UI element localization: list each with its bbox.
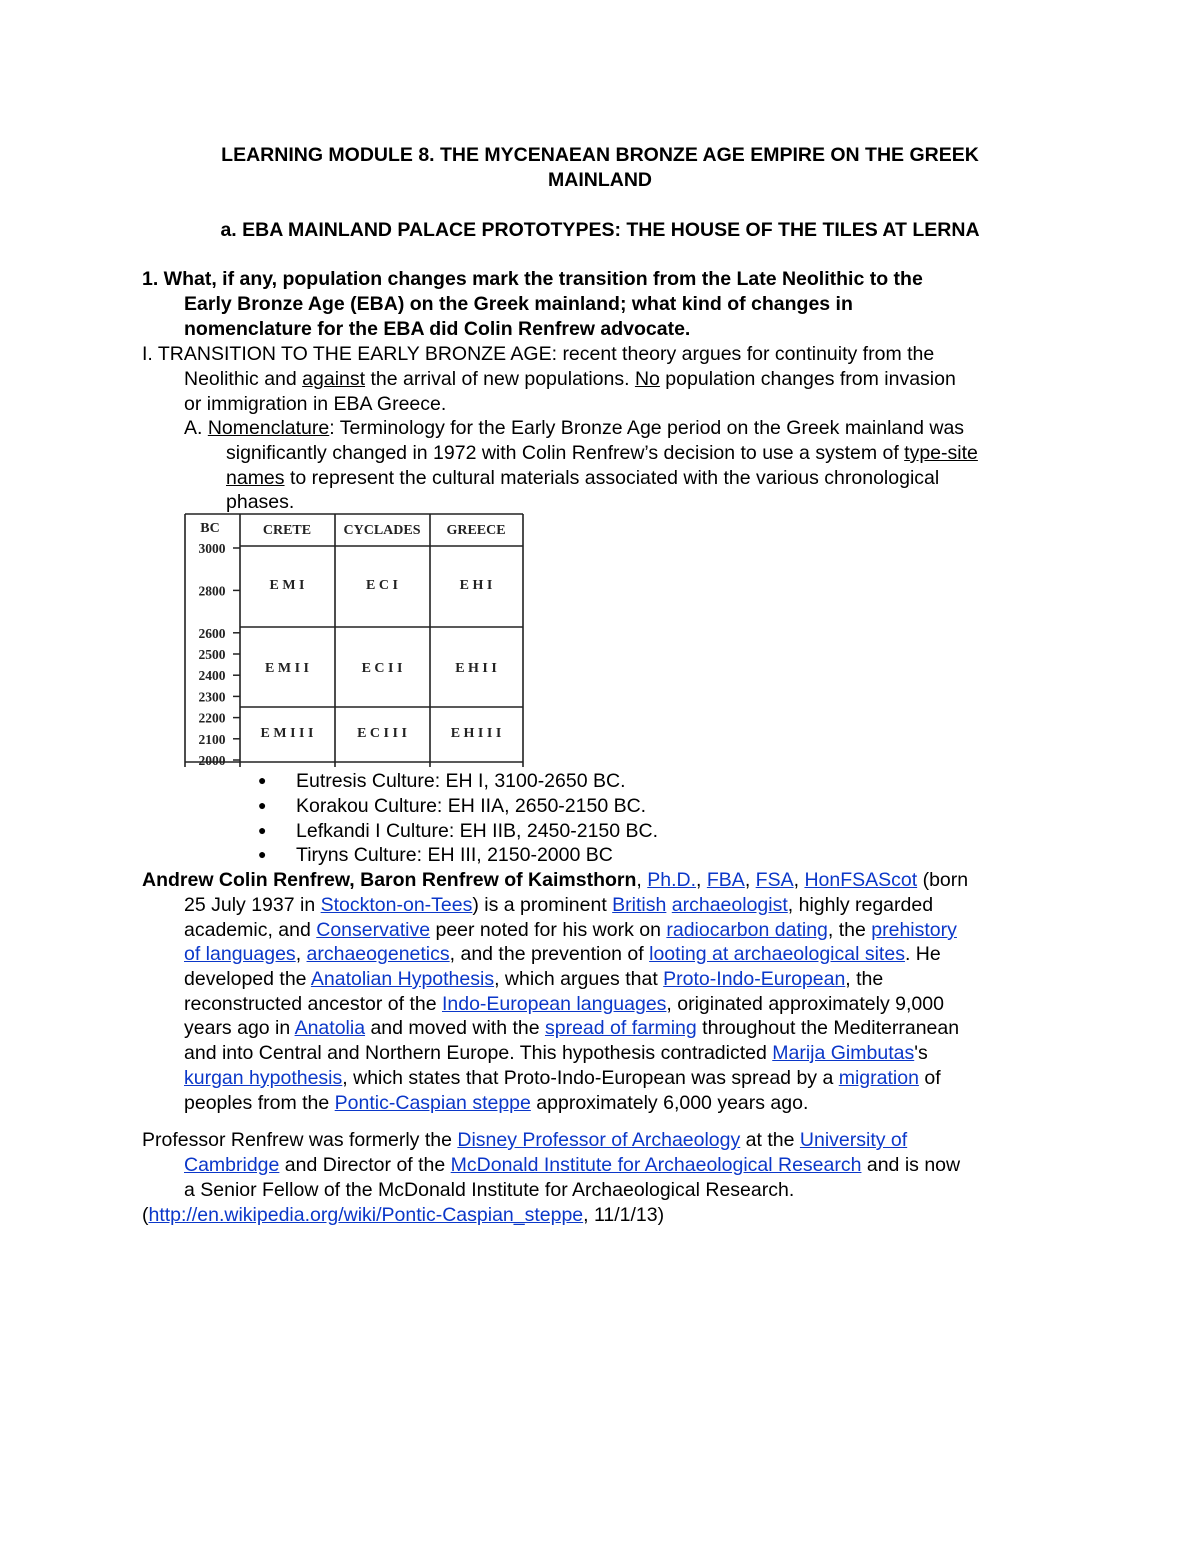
text: , which states that Proto-Indo-European was spread by a	[342, 1067, 839, 1089]
year-tick-label: 2300	[198, 689, 226, 705]
text: reconstructed ancestor of the	[184, 993, 442, 1015]
bio-line-7	[184, 1016, 959, 1040]
culture-list-item	[258, 794, 647, 819]
text: throughout the Mediterranean	[696, 1017, 960, 1039]
hyperlink[interactable]: British	[612, 894, 667, 916]
bullet-icon: ●	[258, 797, 267, 813]
text: , and the prevention of	[449, 943, 650, 965]
bio-line-4	[184, 942, 941, 966]
question-line-3: nomenclature for the EBA did Colin Renfrew advocate.	[184, 318, 691, 340]
hyperlink[interactable]: HonFSAScot	[804, 869, 918, 891]
text: ,	[793, 869, 805, 891]
text: . He	[904, 943, 941, 965]
hyperlink[interactable]: Proto-Indo-European	[663, 968, 846, 990]
text: , which argues that	[494, 968, 664, 990]
hyperlink[interactable]: spread of farming	[544, 1017, 697, 1039]
text: 25 July 1937 in	[184, 894, 321, 916]
bullet-icon: ●	[258, 822, 267, 838]
text: , the	[827, 919, 872, 941]
table-cell-period: E C I I	[361, 661, 403, 676]
culture-list-item	[258, 843, 613, 868]
text: years ago in	[184, 1017, 295, 1039]
text: peoples from the	[184, 1092, 335, 1114]
bio-line-5	[184, 967, 883, 991]
bullet-icon: ●	[258, 772, 267, 788]
table-cell-period: E C I	[366, 578, 398, 593]
hyperlink[interactable]: http://en.wikipedia.org/wiki/Pontic-Caspian_steppe	[148, 1204, 584, 1226]
bio-line-1	[142, 868, 968, 892]
section-i-line-1: I. TRANSITION TO THE EARLY BRONZE AGE: recent theory argues for continuity from the	[142, 343, 935, 365]
module-title-line-1: LEARNING MODULE 8. THE MYCENAEAN BRONZE AGE EMPIRE ON THE GREEK	[221, 144, 979, 166]
nomenclature-label: Nomenclature	[207, 417, 330, 439]
text: to represent the cultural materials associated with the various chronological	[284, 467, 940, 489]
year-tick-label: 2600	[198, 625, 226, 641]
text: ,	[636, 869, 648, 891]
hyperlink[interactable]: FSA	[755, 869, 794, 891]
hyperlink[interactable]: Anatolian Hypothesis	[310, 968, 495, 990]
year-tick-label: 2500	[198, 647, 226, 662]
table-cell-period: E H I I	[455, 661, 497, 676]
text: significantly changed in 1972 with Colin Renfrew’s decision to use a system of	[226, 442, 905, 464]
hyperlink[interactable]: Indo-European languages	[441, 993, 667, 1015]
table-column-header: CYCLADES	[343, 523, 421, 538]
text: and Director of the	[279, 1154, 451, 1176]
table-cell-period: E C I I I	[357, 726, 407, 741]
hyperlink[interactable]: archaeologist	[671, 894, 788, 916]
year-tick-label: 3000	[198, 541, 226, 556]
text: academic, and	[184, 919, 317, 941]
professor-line-1	[142, 1128, 907, 1152]
section-subtitle: a. EBA MAINLAND PALACE PROTOTYPES: THE HOUSE OF THE TILES AT LERNA	[220, 219, 980, 241]
culture-text: Lefkandi I Culture: EH IIB, 2450-2150 BC.	[296, 820, 659, 842]
hyperlink[interactable]: Pontic-Caspian steppe	[334, 1092, 531, 1114]
text: , 11/1/13)	[583, 1204, 665, 1226]
text: approximately 6,000 years ago.	[530, 1092, 809, 1114]
nomenclature-line-1	[184, 416, 964, 440]
year-tick-label: 2400	[198, 668, 226, 684]
text: Professor Renfrew was formerly the	[142, 1129, 458, 1151]
question-line-1: 1. What, if any, population changes mark the transition from the Late Neolithic to the	[142, 268, 923, 290]
year-tick-label: 2800	[198, 583, 226, 599]
bio-name: Andrew Colin Renfrew, Baron Renfrew of Kaimsthorn	[142, 869, 637, 891]
nomenclature-line-4: phases.	[226, 491, 295, 513]
text: at the	[740, 1129, 800, 1151]
underlined-text: type-site	[904, 442, 978, 464]
table-corner-label: BC	[200, 521, 220, 536]
hyperlink[interactable]: radiocarbon dating	[666, 919, 828, 941]
text: A.	[184, 417, 208, 439]
professor-line-2	[184, 1153, 960, 1177]
bio-line-10	[184, 1091, 808, 1115]
bio-line-3	[184, 918, 957, 942]
hyperlink[interactable]: kurgan hypothesis	[184, 1067, 343, 1089]
text: of	[918, 1067, 941, 1089]
chronology-table-svg	[180, 512, 528, 770]
section-i-line-3: or immigration in EBA Greece.	[184, 393, 447, 415]
nomenclature-line-3	[226, 466, 939, 490]
year-tick-label: 2100	[198, 731, 226, 747]
hyperlink[interactable]: looting at archaeological sites	[649, 943, 905, 965]
table-cell-period: E H I I I	[450, 726, 502, 741]
professor-line-3: a Senior Fellow of the McDonald Institute for Archaeological Research.	[184, 1179, 795, 1201]
hyperlink[interactable]: migration	[838, 1067, 919, 1089]
bio-line-6	[184, 992, 944, 1016]
text: peer noted for his work on	[430, 919, 667, 941]
citation-line	[142, 1203, 664, 1227]
culture-text: Tiryns Culture: EH III, 2150-2000 BC	[296, 844, 613, 866]
underlined-text: names	[226, 467, 285, 489]
text: and into Central and Northern Europe. This hypothesis contradicted	[184, 1042, 773, 1064]
text: , highly regarded	[787, 894, 934, 916]
hyperlink[interactable]: Cambridge	[184, 1154, 280, 1176]
text: and is now	[861, 1154, 961, 1176]
underlined-text: against	[302, 368, 366, 390]
text: (	[142, 1204, 149, 1226]
question-line-2: Early Bronze Age (EBA) on the Greek mainland; what kind of changes in	[184, 293, 853, 315]
culture-text: Korakou Culture: EH IIA, 2650-2150 BC.	[296, 795, 647, 817]
text: developed the	[184, 968, 311, 990]
bio-line-9	[184, 1066, 941, 1090]
text: (born	[917, 869, 969, 891]
section-i-line-2	[184, 367, 956, 391]
culture-list-item	[258, 769, 626, 794]
culture-text: Eutresis Culture: EH I, 3100-2650 BC.	[296, 770, 626, 792]
text: : Terminology for the Early Bronze Age period on the Greek mainland was	[329, 417, 965, 439]
text: and moved with the	[365, 1017, 545, 1039]
bio-line-2	[184, 893, 933, 917]
chronology-table-figure	[180, 512, 528, 770]
nomenclature-line-2	[226, 441, 978, 465]
table-cell-period: E M I I I	[260, 726, 314, 741]
table-cell-period: E H I	[459, 578, 493, 593]
table-cell-period: E M I I	[265, 661, 309, 676]
text: the arrival of new populations.	[365, 368, 635, 390]
text: ) is a prominent	[472, 894, 613, 916]
hyperlink[interactable]: Disney Professor of Archaeology	[457, 1129, 741, 1151]
text: ,	[696, 869, 707, 891]
hyperlink[interactable]: archaeogenetics	[306, 943, 450, 965]
hyperlink[interactable]: Ph.D.	[647, 869, 697, 891]
hyperlink[interactable]: prehistory	[871, 919, 957, 941]
module-title-line-2: MAINLAND	[548, 169, 652, 191]
text: ,	[295, 943, 307, 965]
year-tick-label: 2200	[198, 710, 226, 726]
hyperlink[interactable]: Anatolia	[294, 1017, 366, 1039]
text: 's	[914, 1042, 928, 1064]
text: ,	[744, 869, 756, 891]
text: , the	[845, 968, 884, 990]
hyperlink[interactable]: Conservative	[316, 919, 431, 941]
underlined-text: No	[634, 368, 660, 390]
table-column-header: GREECE	[446, 523, 506, 538]
hyperlink[interactable]: FBA	[706, 869, 745, 891]
hyperlink[interactable]: of languages	[184, 943, 296, 965]
bullet-icon: ●	[258, 846, 267, 862]
hyperlink[interactable]: Marija Gimbutas	[772, 1042, 915, 1064]
table-cell-period: E M I	[269, 578, 305, 593]
culture-list-item	[258, 819, 659, 844]
text: population changes from invasion	[659, 368, 956, 390]
text: , originated approximately 9,000	[666, 993, 944, 1015]
hyperlink[interactable]: University of	[799, 1129, 908, 1151]
hyperlink[interactable]: Stockton-on-Tees	[320, 894, 473, 916]
table-column-header: CRETE	[262, 523, 312, 538]
hyperlink[interactable]: McDonald Institute for Archaeological Research	[450, 1154, 862, 1176]
year-tick-label: 2000	[198, 753, 226, 768]
bio-line-8	[184, 1041, 928, 1065]
text: Neolithic and	[184, 368, 303, 390]
